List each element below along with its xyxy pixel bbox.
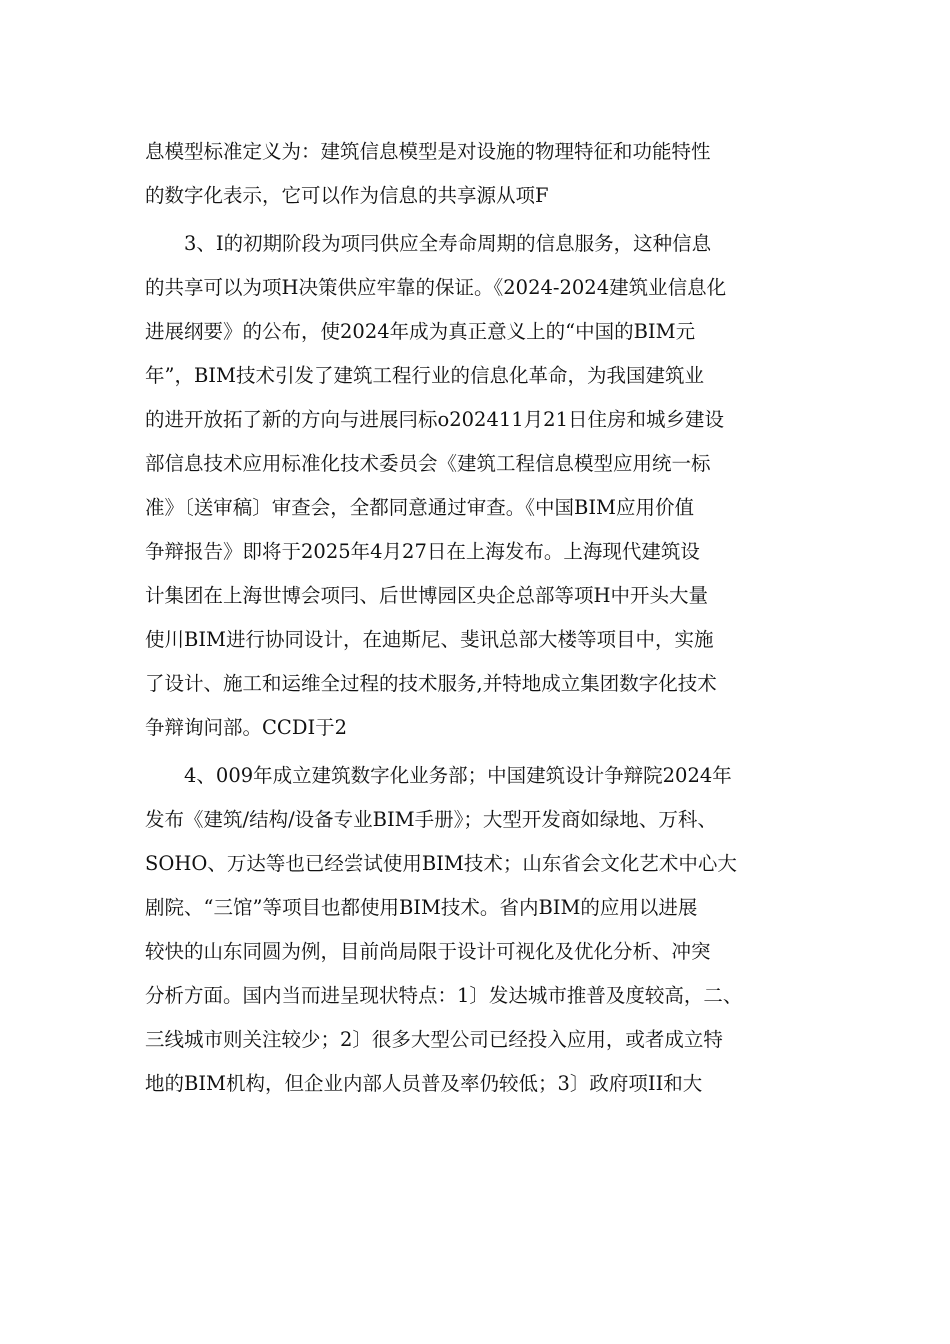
text-line: 剧院、“三馆”等项目也都使用BIM技术。省内BIM的应用以进展 xyxy=(145,896,698,919)
text-line: 年”，BIM技术引发了建筑工程行业的信息化革命，为我国建筑业 xyxy=(145,364,704,387)
text-line: 较快的山东同圆为例，目前尚局限于设计可视化及优化分析、冲突 xyxy=(145,940,711,963)
text-line: 发布《建筑/结构/设备专业BIM手册》；大型开发商如绿地、万科、 xyxy=(145,808,717,831)
text-line: SOHO、万达等也已经尝试使用BIM技术；山东省会文化艺术中心大 xyxy=(145,852,737,875)
text-line: 准》〔送审稿〕审查会，全都同意通过审查。《中国BIM应用价值 xyxy=(145,496,694,519)
text-line: 了设计、施工和运维全过程的技术服务,并特地成立集团数字化技术 xyxy=(145,672,717,695)
text-line: 计集团在上海世博会项冃、后世博园区央企总部等项H中开头大量 xyxy=(145,584,709,607)
text-line: 的共享可以为项H决策供应牢靠的保证。《2024-2024建筑业信息化 xyxy=(145,276,727,299)
paragraph-start-line: 3、I的初期阶段为项冃供应全寿命周期的信息服务，这种信息 xyxy=(145,232,712,255)
text-line: 使川BIM进行协同设计，在迪斯尼、斐讯总部大楼等项目中，实施 xyxy=(145,628,714,651)
document-body xyxy=(145,130,815,1106)
text-line: 进展纲要》的公布，使2024年成为真正意义上的“中国的BIM元 xyxy=(145,320,696,343)
text-line: 部信息技术应用标准化技术委员会《建筑工程信息模型应用统一标 xyxy=(145,452,711,475)
text-line: 息模型标准定义为：建筑信息模型是对设施的物理特征和功能特性 xyxy=(145,140,711,163)
text-line: 争辩询问部。CCDI于2 xyxy=(145,716,348,739)
text-line: 分析方面。国内当而进呈现状特点：1〕发达城市推普及度较高，二、 xyxy=(145,984,743,1007)
paragraph-start-line: 4、009年成立建筑数字化业务部；中国建筑设计争辩院2024年 xyxy=(145,764,732,787)
text-line: 地的BIM机构，但企业内部人员普及率仍较低；3〕政府项II和大 xyxy=(145,1072,703,1095)
text-line: 的进开放拓了新的方向与进展冃标o202411月21日住房和城乡建设 xyxy=(145,408,724,431)
text-line: 争辩报告》即将于2025年4月27日在上海发布。上海现代建筑设 xyxy=(145,540,700,563)
text-line: 的数字化表示，它可以作为信息的共享源从项F xyxy=(145,184,549,207)
text-line: 三线城市则关注较少；2〕很多大型公司已经投入应用，或者成立特 xyxy=(145,1028,723,1051)
